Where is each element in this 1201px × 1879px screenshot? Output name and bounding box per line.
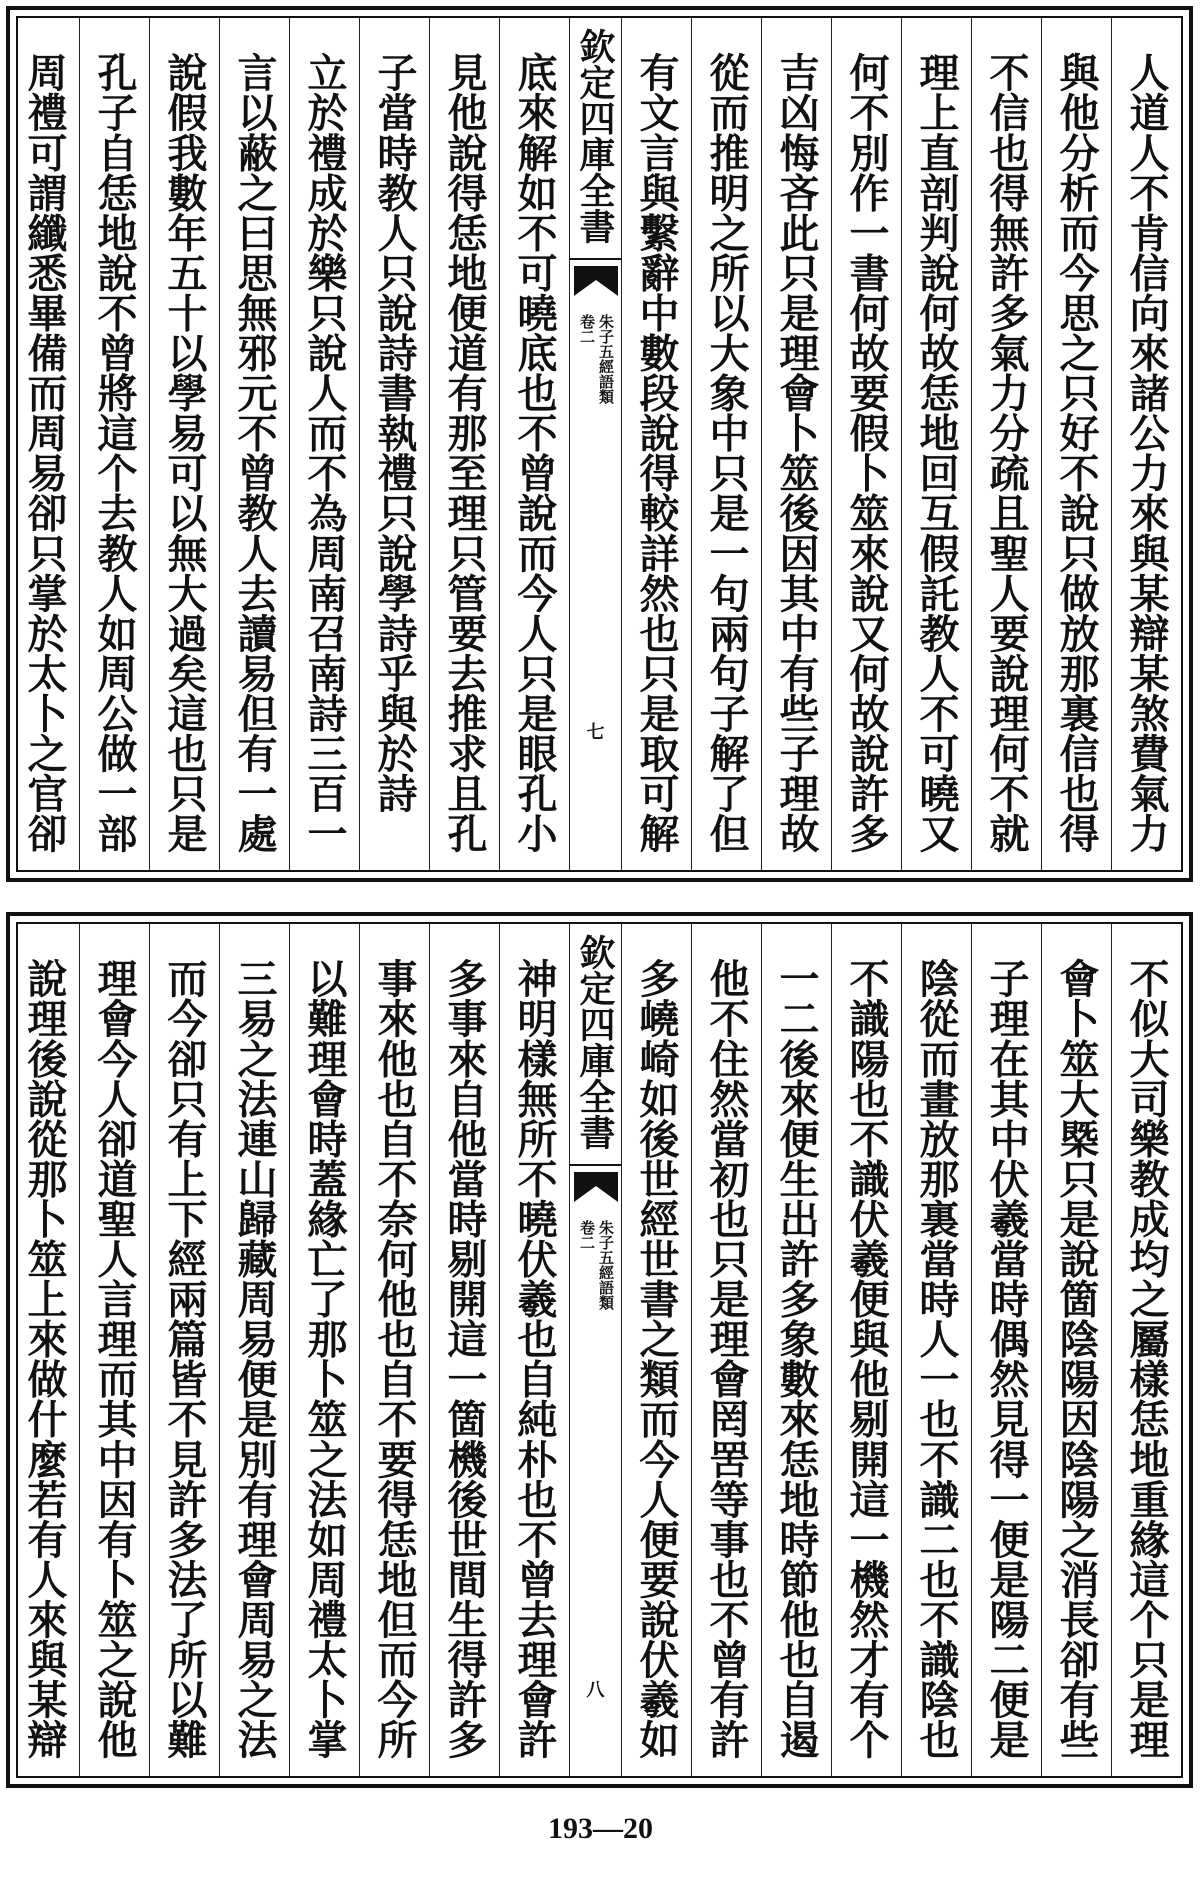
text-column: 底來解如不可曉底也不曾說而今人只是眼孔小 [499, 18, 569, 870]
text-column: 不似大司樂教成均之屬樣恁地重緣這个只是理 [1111, 924, 1181, 1776]
lower-page [6, 912, 1193, 1788]
center-fold [569, 18, 621, 870]
text-column: 神明樣無所不曉伏羲也自純朴也不曾去理會許 [499, 924, 569, 1776]
chapter-subtitle [570, 1220, 622, 1310]
text-column: 不識陽也不識伏羲便與他剔開這一機然才有个 [831, 924, 901, 1776]
text-column: 說假我數年五十以學易可以無大過矣這也只是 [149, 18, 219, 870]
book-title: 欽定四庫全書 [570, 28, 621, 260]
folio-number: 八 [586, 1680, 605, 1701]
text-column: 會卜筮大槩只是說箇陰陽因陰陽之消長卻有些 [1041, 924, 1111, 1776]
text-column: 三易之法連山歸藏周易便是別有理會周易之法 [219, 924, 289, 1776]
text-column: 說理後說從那卜筮上來做什麼若有人來與某辯 [21, 958, 68, 1759]
text-column: 周禮可謂纖悉畢備而周易卻只掌於太卜之官卻 [21, 52, 68, 853]
text-column: 而今卻只有上下經兩篇皆不見許多法了所以難 [149, 924, 219, 1776]
text-column: 立於禮成於樂只說人而不為周南召南詩三百一 [289, 18, 359, 870]
book-title: 欽定四庫全書 [570, 934, 621, 1166]
text-column: 以難理會時蓋緣亡了那卜筮之法如周禮太卜掌 [289, 924, 359, 1776]
upper-page [6, 6, 1193, 882]
text-column: 見他說得恁地便道有那至理只管要去推求且孔 [429, 18, 499, 870]
volume-label: 卷二 [578, 1220, 596, 1250]
volume-label: 卷二 [578, 314, 596, 344]
text-column: 事來他也自不奈何他也自不要得恁地但而今所 [359, 924, 429, 1776]
text-column: 子當時教人只說詩書執禮只說學詩乎與於詩 [359, 18, 429, 870]
text-column: 他不住然當初也只是理會罔罟等事也不曾有許 [691, 924, 761, 1776]
text-column: 與他分析而今思之只好不說只做放那裏信也得 [1041, 18, 1111, 870]
text-column: 理上直剖判說何故恁地回互假託教人不可曉又 [901, 18, 971, 870]
text-column: 何不別作一書何故要假卜筮來說又何故說許多 [831, 18, 901, 870]
text-column: 從而推明之所以大象中只是一句兩句子解了但 [691, 18, 761, 870]
text-column: 理會今人卻道聖人言理而其中因有卜筮之說他 [79, 924, 149, 1776]
text-column: 孔子自恁地說不曾將這个去教人如周公做一部 [79, 18, 149, 870]
upper-page-frame [16, 16, 1183, 872]
text-column: 多嶢崎如後世經世書之類而今人便要說伏羲如 [621, 924, 691, 1776]
text-column: 多事來自他當時剔開這一箇機後世間生得許多 [429, 924, 499, 1776]
text-column: 陰從而畫放那裏當時人一也不識二也不識陰也 [901, 924, 971, 1776]
fishtail-mark-icon [574, 1172, 618, 1202]
upper-columns [18, 18, 1181, 870]
lower-page-frame [16, 922, 1183, 1778]
text-column: 言以蔽之曰思無邪元不曾教人去讀易但有一處 [219, 18, 289, 870]
text-column: 有文言與繫辭中數段說得較詳然也只是取可解 [621, 18, 691, 870]
work-title: 朱子五經語類 [597, 314, 615, 404]
center-fold [569, 924, 621, 1776]
text-column: 子理在其中伏羲當時偶然見得一便是陽二便是 [971, 924, 1041, 1776]
text-column: 一二後來便生出許多象數來恁地時節他也自遏 [761, 924, 831, 1776]
text-column: 吉凶悔吝此只是理會卜筮後因其中有些子理故 [761, 18, 831, 870]
fishtail-mark-icon [574, 266, 618, 296]
lower-columns [18, 924, 1181, 1776]
text-column: 人道人不肯信向來諸公力來與某辯某煞費氣力 [1111, 18, 1181, 870]
folio-number: 七 [586, 722, 605, 743]
chapter-subtitle [570, 314, 622, 404]
text-column: 不信也得無許多氣力分疏且聖人要說理何不就 [971, 18, 1041, 870]
work-title: 朱子五經語類 [597, 1220, 615, 1310]
page-number: 193—20 [548, 1812, 653, 1845]
